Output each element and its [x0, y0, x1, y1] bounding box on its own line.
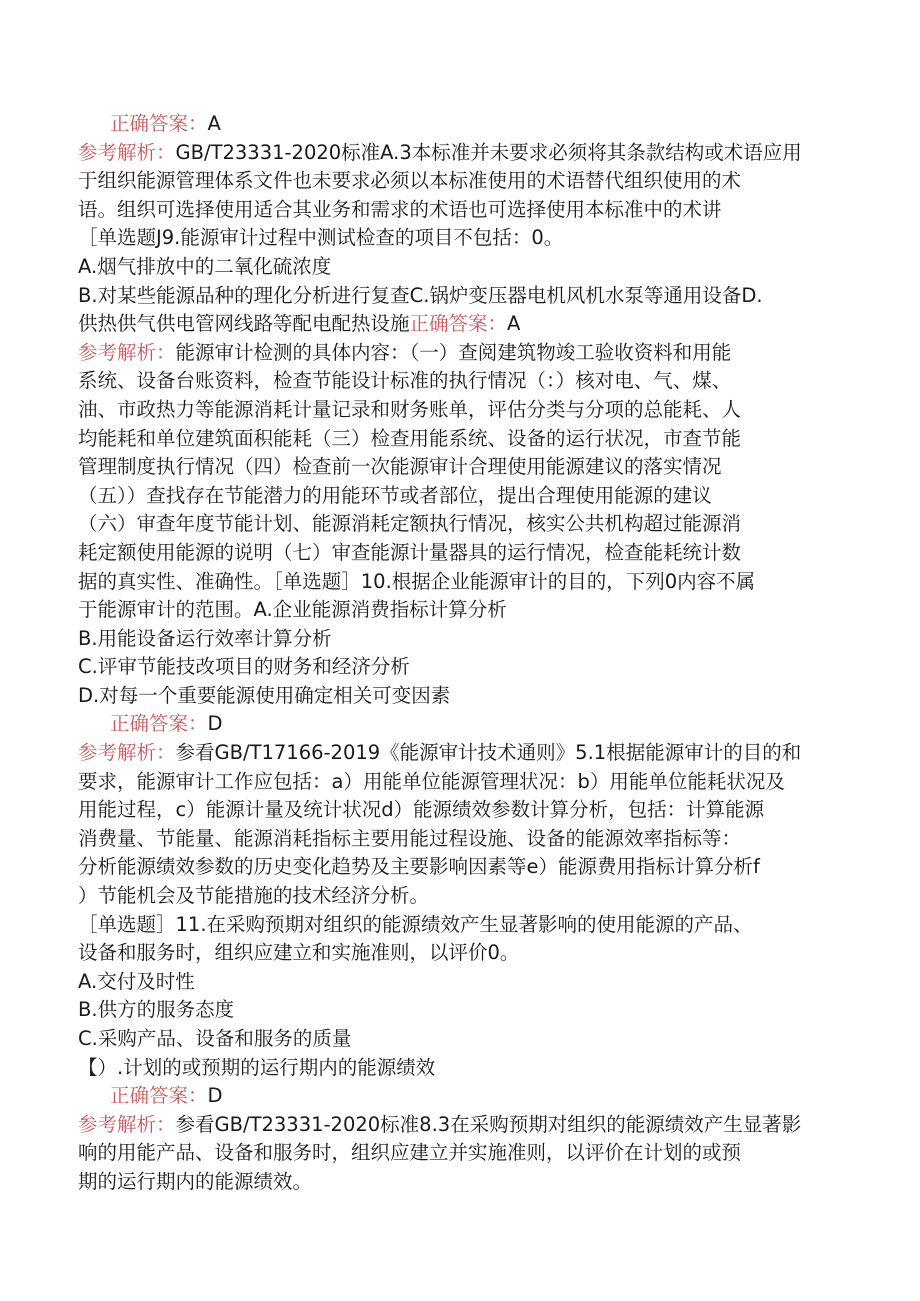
analysis-text: 能源审计检测的具体内容：（一）查阅建筑物竣工验收资料和用能 [175, 340, 732, 364]
option-text: D.对每一个重要能源使用确定相关可变因素 [78, 683, 451, 707]
line-text: 均能耗和单位建筑面积能耗（三）检查用能系统、设备的运行状况，市查节能 [78, 426, 742, 450]
option-text: 【）.计划的或预期的运行期内的能源绩效 [78, 1055, 436, 1079]
text-line [78, 539, 848, 568]
answer-line [78, 1082, 848, 1111]
option-line [78, 682, 848, 711]
option-text: C.采购产品、设备和服务的质量 [78, 1027, 352, 1050]
question-line [78, 224, 848, 253]
answer-label: 正确答案： [110, 112, 208, 135]
option-text: B.供方的服务态度 [78, 998, 235, 1022]
option-line [78, 1025, 848, 1054]
answer-line [78, 110, 848, 139]
analysis-line [78, 339, 848, 368]
text-line [78, 196, 848, 225]
question-text: ［单选题］11.在采购预期对组织的能源绩效产生显著影响的使用能源的产品、 [78, 912, 753, 936]
text-line [78, 482, 848, 511]
line-text: 语。组织可选择使用适合其业务和需求的术语也可选择使用本标准中的术讲 [78, 197, 722, 221]
option-text: 供热供气供电管网线路等配电配热设施 [78, 312, 410, 336]
line-text: 期的运行期内的能源绩效。 [78, 1169, 313, 1193]
text-line [78, 425, 848, 454]
option-text: A.交付及时性 [78, 969, 195, 993]
option-line [78, 625, 848, 654]
document-body [78, 110, 848, 1197]
line-text: （五））查找存在节能潜力的用能环节或者部位，提出合理使用能源的建议 [78, 483, 712, 507]
option-line [78, 253, 848, 282]
answer-label: 正确答案： [110, 1084, 208, 1108]
text-line [78, 882, 848, 911]
option-line [78, 282, 848, 311]
line-text: 耗定额使用能源的说明（七）审查能源计量器具的运行情况，检查能耗统计数 [78, 540, 742, 564]
text-line [78, 1139, 848, 1168]
text-line [78, 1168, 848, 1197]
line-text: ）节能机会及节能措施的技术经济分析。 [78, 884, 430, 908]
option-text: A.烟气排放中的二氧化硫浓度 [78, 254, 332, 278]
option-text: B.用能设备运行效率计算分析 [78, 626, 332, 650]
line-text: 据的真实性、准确性。［单选题］10.根据企业能源审计的目的，下列0内容不属 [78, 569, 756, 593]
line-text: 响的用能产品、设备和服务时，组织应建立并实施准则，以评价在计划的或预 [78, 1141, 742, 1165]
analysis-text: 参看GB/T17166-2019《能源审计技术通则》5.1根据能源审计的目的和 [175, 741, 802, 765]
line-text: 分析能源绩效参数的历史变化趋势及主要影响因素等e）能源费用指标计算分析f [78, 855, 760, 879]
text-line [78, 568, 848, 597]
line-text: （六）审查年度节能计划、能源消耗定额执行情况，核实公共机构超过能源消 [78, 512, 742, 536]
answer-value: A [507, 312, 521, 336]
option-line [78, 996, 848, 1025]
answer-value: D [207, 1084, 223, 1108]
option-text: B.对某些能源品种的理化分析进行复查C.锅炉变压器电机风机水泵等通用设备D. [78, 283, 763, 307]
answer-label: 正确答案： [110, 712, 208, 736]
text-line [78, 396, 848, 425]
question-text: 设备和服务时，组织应建立和实施准则，以评价0。 [78, 941, 520, 965]
option-answer-line [78, 310, 848, 339]
answer-line [78, 710, 848, 739]
line-text: 要求，能源审计工作应包括：a）用能单位能源管理状况：b）用能单位能耗状况及 [78, 769, 785, 793]
text-line [78, 367, 848, 396]
option-line [78, 968, 848, 997]
line-text: 于能源审计的范围。A.企业能源消费指标计算分析 [78, 598, 507, 622]
text-line [78, 510, 848, 539]
text-line [78, 453, 848, 482]
text-line [78, 596, 848, 625]
analysis-line [78, 1111, 848, 1140]
question-text: ［单选题J9.能源审计过程中测试检查的项目不包括：0。 [78, 226, 564, 250]
analysis-label: 参考解析： [78, 1112, 176, 1136]
text-line [78, 853, 848, 882]
analysis-label: 参考解析： [78, 340, 176, 364]
option-line [78, 1054, 848, 1083]
line-text: 于组织能源管理体系文件也未要求必须以本标准使用的术语替代组织使用的术 [78, 169, 742, 193]
analysis-text: 参看GB/T23331-2020标准8.3在采购预期对组织的能源绩效产生显著影 [175, 1112, 802, 1136]
text-line [78, 167, 848, 196]
analysis-line [78, 739, 848, 768]
option-text: C.评审节能技改项目的财务和经济分析 [78, 655, 410, 679]
answer-value: A [207, 112, 221, 135]
line-text: 系统、设备台账资料，检查节能设计标准的执行情况（：）核对电、气、煤、 [78, 369, 732, 393]
line-text: 油、市政热力等能源消耗计量记录和财务账单，评估分类与分项的总能耗、人 [78, 397, 742, 421]
text-line [78, 796, 848, 825]
text-line [78, 825, 848, 854]
analysis-line [78, 139, 848, 168]
question-line [78, 911, 848, 940]
line-text: 用能过程，c）能源计量及统计状况d）能源绩效参数计算分析，包括：计算能源 [78, 798, 765, 822]
analysis-text: GB/T23331-2020标准A.3本标准并未要求必须将其条款结构或术语应用 [175, 140, 802, 164]
line-text: 消费量、节能量、能源消耗指标主要用能过程设施、设备的能源效率指标等： [78, 826, 742, 850]
analysis-label: 参考解析： [78, 140, 176, 164]
answer-label: 正确答案： [409, 312, 508, 336]
text-line [78, 768, 848, 797]
question-line [78, 939, 848, 968]
option-line [78, 653, 848, 682]
line-text: 管理制度执行情况（四）检查前一次能源审计合理使用能源建议的落实情况 [78, 455, 722, 479]
analysis-label: 参考解析： [78, 741, 176, 765]
answer-value: D [207, 712, 223, 736]
